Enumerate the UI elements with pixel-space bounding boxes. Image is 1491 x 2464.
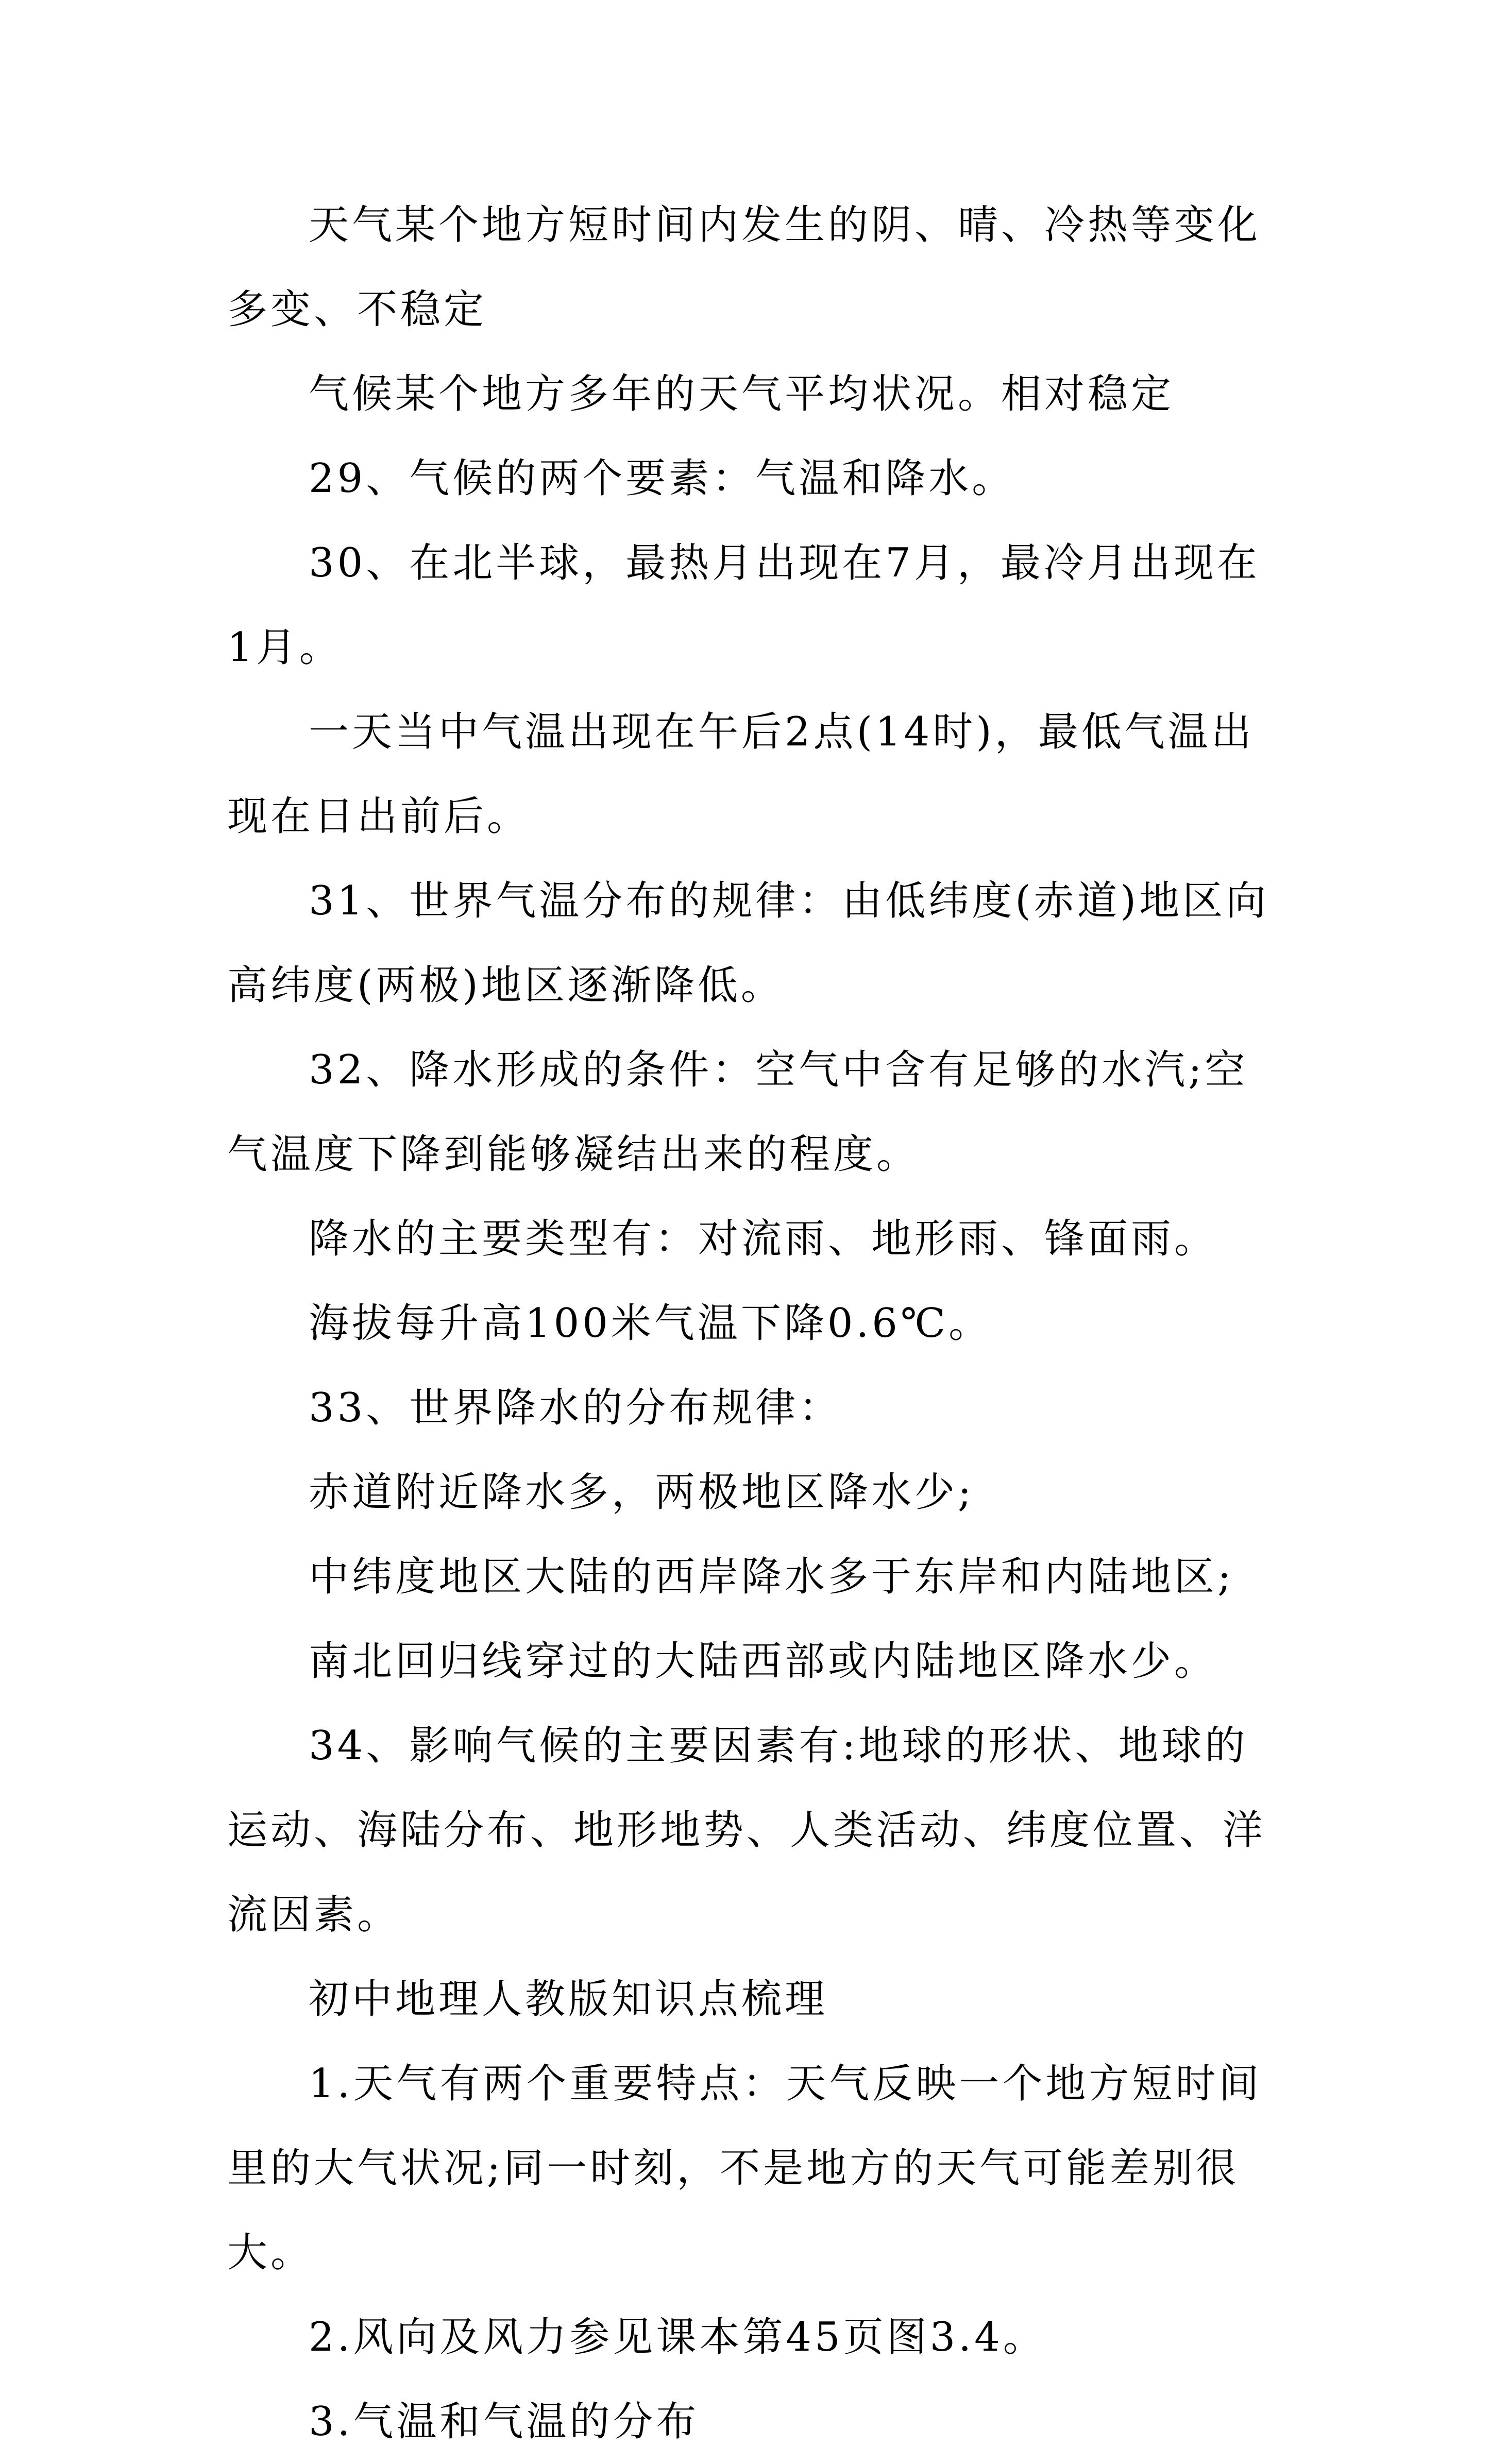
paragraph-33: 33、世界降水的分布规律： bbox=[309, 1385, 842, 1431]
paragraph-precipitation-types: 降水的主要类型有：对流雨、地形雨、锋面雨。 bbox=[309, 1216, 1218, 1262]
paragraph-weather-definition: 天气某个地方短时间内发生的阴、晴、冷热等变化多变、不稳定 bbox=[227, 202, 1261, 333]
paragraph-29: 29、气候的两个要素：气温和降水。 bbox=[309, 455, 1015, 502]
paragraph-equator-precipitation: 赤道附近降水多，两极地区降水少; bbox=[309, 1469, 975, 1516]
paragraph-daily-temperature: 一天当中气温出现在午后2点(14时)，最低气温出现在日出前后。 bbox=[227, 709, 1255, 840]
paragraph-34: 34、影响气候的主要因素有:地球的形状、地球的运动、海陆分布、地形地势、人类活动、纬度位置、洋流因素。 bbox=[227, 1723, 1266, 1938]
paragraph-item-3: 3.气温和气温的分布 bbox=[309, 2399, 700, 2445]
paragraph-31: 31、世界气温分布的规律：由低纬度(赤道)地区向高纬度(两极)地区逐渐降低。 bbox=[227, 878, 1269, 1009]
paragraph-32: 32、降水形成的条件：空气中含有足够的水汽;空气温度下降到能够凝结出来的程度。 bbox=[227, 1047, 1248, 1178]
paragraph-altitude-temperature: 海拔每升高100米气温下降0.6℃。 bbox=[309, 1300, 992, 1347]
paragraph-tropics-precipitation: 南北回归线穿过的大陆西部或内陆地区降水少。 bbox=[309, 1638, 1218, 1685]
paragraph-mid-latitude-precipitation: 中纬度地区大陆的西岸降水多于东岸和内陆地区; bbox=[309, 1554, 1234, 1600]
paragraph-item-1: 1.天气有两个重要特点：天气反映一个地方短时间里的大气状况;同一时刻，不是地方的天气可能差别很大。 bbox=[227, 2061, 1262, 2276]
document-body bbox=[227, 183, 1273, 2464]
section-heading: 初中地理人教版知识点梳理 bbox=[309, 1976, 828, 2023]
paragraph-climate-definition: 气候某个地方多年的天气平均状况。相对稳定 bbox=[309, 371, 1175, 417]
paragraph-30: 30、在北半球，最热月出现在7月，最冷月出现在1月。 bbox=[227, 540, 1260, 671]
paragraph-item-2: 2.风向及风力参见课本第45页图3.4。 bbox=[309, 2314, 1046, 2360]
